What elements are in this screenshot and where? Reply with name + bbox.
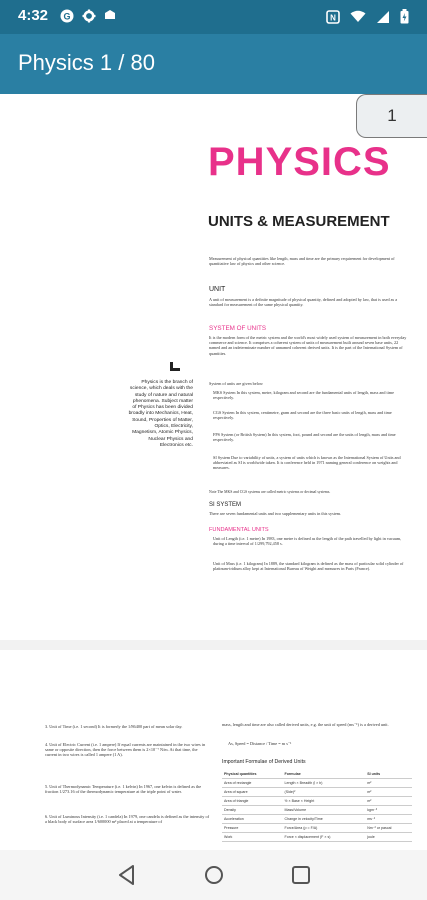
speed-equation: As, Speed = Distance / Time = m s⁻¹	[228, 741, 292, 746]
table-header: Physical quantities	[222, 770, 283, 779]
formulae-table-title: Important Formulae of Derived Units	[222, 759, 306, 765]
table-row	[222, 815, 412, 824]
recents-icon[interactable]	[291, 864, 311, 886]
fundamental-unit-item: Unit of Mass (i.e. 1 kilogram) In 1889, the standard kilogram is defined as the mass of particular solid cylinder of platinum-iridium alloy kept at International Bureau of Weight and measures in Paris (France).	[213, 561, 404, 572]
table-cell: Change in velocity/Time	[283, 815, 366, 824]
corner-mark-icon	[170, 362, 180, 371]
table-cell: Area of triangle	[222, 797, 283, 806]
derived-item: 3. Unit of Time (i.e. 1 second) It is formerly the 1/86400 part of mean solar day.	[45, 724, 183, 729]
status-bar	[0, 0, 427, 34]
status-left-icons	[60, 9, 116, 23]
table-cell: Length × Breadth (l × b)	[283, 779, 366, 788]
derived-item: 6. Unit of Luminous Intensity (i.e. 1 candela) In 1979, one candela is defined as the intensity of a black body of surface area 1/600000 m² placed at a temperature of	[45, 814, 210, 825]
table-cell: Force × displacement (F × s)	[283, 833, 366, 842]
note-text: Note The MKS and CGS systems are called metric systems or decimal systems.	[209, 490, 331, 494]
status-time: 4:32	[18, 7, 49, 24]
table-cell: Area of rectangle	[222, 779, 283, 788]
table-header: SI units	[365, 770, 412, 779]
table-header-row	[222, 770, 412, 779]
system-item: SI System Due to variability of units, a system of units which is known as the International System of Units and abbreviated as SI is worldwide taken. It is conference held in 1971 naming general conference on weights and measures.	[213, 455, 401, 471]
home-icon[interactable]	[203, 864, 225, 886]
table-cell: (Side)²	[283, 788, 366, 797]
system-item: FPS System (or British System) In this system, foot, pound and second are the units of length, mass and time respectively.	[213, 432, 396, 443]
systems-intro: System of units are given below	[209, 381, 263, 386]
page-heading: PHYSICS	[208, 140, 391, 184]
derived-item: 5. Unit of Thermodynamic Temperature (i.e. 1 kelvin) In 1967, one kelvin is defined as the fraction 1/273.16 of the thermodynamic temperature at the triple point of water.	[45, 784, 202, 795]
derived-units-paragraph: mass, length and time are also called derived units, e.g. the unit of speed (ms⁻¹) is a derived unit.	[222, 722, 389, 727]
nfc-icon	[326, 10, 340, 24]
battery-icon	[400, 9, 409, 24]
system-of-units-heading: SYSTEM OF UNITS	[209, 325, 267, 332]
table-cell: joule	[365, 833, 412, 842]
table-cell: m²	[365, 788, 412, 797]
table-cell: Acceleration	[222, 815, 283, 824]
unit-heading: UNIT	[209, 286, 226, 293]
table-cell: Force/Area (p = F/A)	[283, 824, 366, 833]
intro-paragraph: Measurement of physical quantities like length, mass and time are the primary requirement for development of quantitative law of physics and other science.	[209, 256, 395, 267]
system-item: MKS System In this system, metre, kilogram and second are the fundamental units of length, mass and time respectively.	[213, 390, 394, 401]
table-cell: ½ × Base × Height	[283, 797, 366, 806]
formulae-table	[222, 770, 412, 842]
table-cell: Nm⁻² or pascal	[365, 824, 412, 833]
system-navigation-bar	[0, 850, 427, 900]
app-notification-icon	[60, 9, 74, 23]
table-header: Formulae	[283, 770, 366, 779]
table-row	[222, 779, 412, 788]
table-row	[222, 788, 412, 797]
table-cell: ms⁻²	[365, 815, 412, 824]
signal-icon	[376, 10, 390, 24]
table-row	[222, 797, 412, 806]
system-paragraph: It is the modern form of the metric system and the world's most widely used system of measurement in both everyday commerce and science. It comprises a coherent system of units of measurement built around seven base units, 22 named and an indeterminate number of unnamed coherent derived units. It is the part of the International System of quantities.	[209, 335, 407, 356]
table-cell: m²	[365, 779, 412, 788]
table-cell: Work	[222, 833, 283, 842]
table-row	[222, 824, 412, 833]
settings-gear-icon	[82, 9, 96, 23]
table-cell: m²	[365, 797, 412, 806]
table-cell: Mass/Volume	[283, 806, 366, 815]
page-number-label: 1	[387, 106, 397, 125]
chapter-title: UNITS & MEASUREMENT	[208, 213, 390, 230]
fundamental-units-heading: FUNDAMENTAL UNITS	[209, 527, 269, 533]
table-cell: kgm⁻³	[365, 806, 412, 815]
svg-text:N: N	[330, 13, 336, 22]
app-bar	[0, 34, 427, 94]
system-item: CGS System In this system, centimetre, gram and second are the three basic units of length, mass and time respectively.	[213, 410, 392, 421]
page-number-indicator[interactable]	[356, 94, 427, 138]
fundamental-unit-item: Unit of Length (i.e. 1 metre) In 1983, one metre is defined as the length of the path travelled by light in vacuum, during a time interval of 1/299,792,458 s.	[213, 536, 402, 547]
derived-item: 4. Unit of Electric Current (i.e. 1 ampere) If equal currents are maintained in the two wires in same or opposite direction, then the force between them is 2×10⁻⁷ N/m. At that time, the current in two wires is called 1 ampere (1 A).	[45, 742, 206, 758]
table-row	[222, 833, 412, 842]
unit-paragraph: A unit of measurement is a definite magnitude of physical quantity, defined and adopted by law, that is used as a standard for measurement of the same physical quantity.	[209, 297, 398, 308]
si-paragraph: There are seven fundamental units and two supplementary units in this system.	[209, 511, 342, 516]
sidebar-note: Physics is the branch of science, which deals with the study of nature and natural phenomena. Subject matter of Physics has been divided broadly into Mechanics, Heat, Sound, Properties of Matter, Optics, Electricity, Magnetism, Atomic Physics, Nuclear Physics and Electronics etc.	[128, 380, 193, 448]
table-cell: Density	[222, 806, 283, 815]
shield-notification-icon	[104, 9, 116, 21]
status-right-icons	[326, 9, 409, 24]
si-system-heading: SI SYSTEM	[209, 502, 242, 508]
app-title: Physics 1 / 80	[18, 50, 155, 75]
back-icon[interactable]	[117, 864, 137, 886]
svg-text:G: G	[63, 11, 71, 22]
table-cell: Area of square	[222, 788, 283, 797]
table-row	[222, 806, 412, 815]
wifi-icon	[350, 10, 366, 23]
table-cell: Pressure	[222, 824, 283, 833]
